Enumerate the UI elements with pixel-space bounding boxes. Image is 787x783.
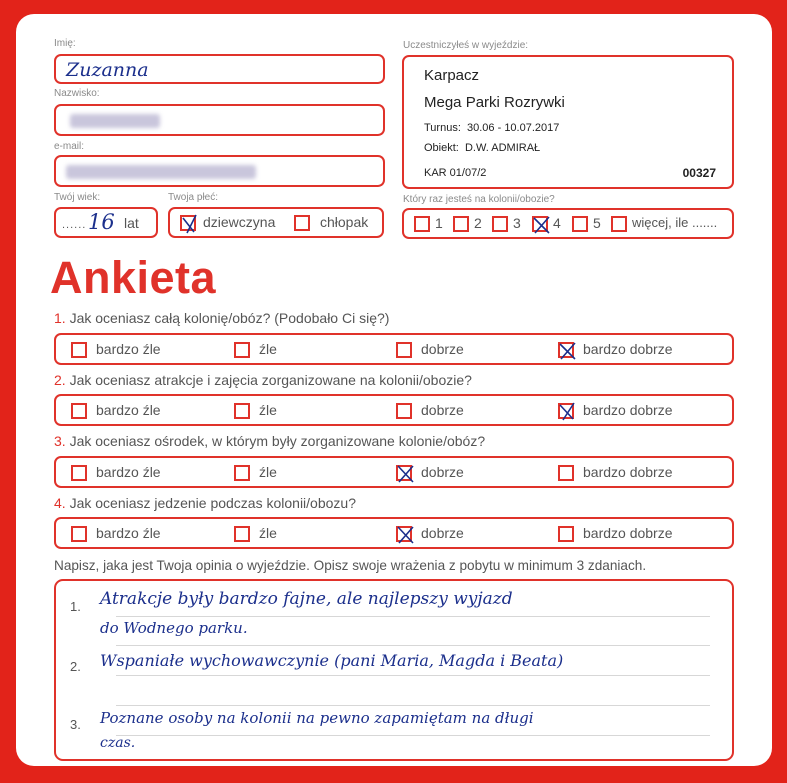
email-label: e-mail: [54, 141, 85, 152]
age-value: 16 [88, 210, 115, 234]
q3-option-bardzo-dobrze: bardzo dobrze [583, 464, 673, 480]
name-label: Imię: [54, 38, 76, 49]
question-1-text: Jak oceniasz całą kolonię/obóz? (Podobało Ci się?) [69, 310, 390, 326]
age-dots: ...... [62, 219, 87, 231]
q2-option-zle: źle [259, 402, 277, 418]
trip-number: 00327 [682, 166, 716, 180]
question-4-number: 4. [54, 495, 66, 511]
q4-option-zle: źle [259, 525, 277, 541]
q2-checkbox-bardzo-dobrze[interactable] [558, 403, 574, 419]
question-1 [54, 310, 389, 326]
check-mark-icon [557, 401, 579, 423]
times-checkbox-more[interactable] [611, 216, 627, 232]
question-2-text: Jak oceniasz atrakcje i zajęcia zorganizowane na kolonii/obozie? [69, 372, 472, 388]
ruled-line [116, 675, 710, 676]
times-option-more: więcej, ile ....... [632, 215, 718, 230]
question-4-text: Jak oceniasz jedzenie podczas kolonii/obozu? [69, 495, 356, 511]
times-checkbox-1[interactable] [414, 216, 430, 232]
trip-place: Karpacz [424, 67, 480, 84]
q1-checkbox-bardzo-dobrze[interactable] [558, 342, 574, 358]
q2-option-bardzo-dobrze: bardzo dobrze [583, 402, 673, 418]
x-mark-icon [557, 340, 579, 362]
question-1-options [54, 333, 734, 365]
question-2 [54, 372, 472, 388]
turnus-value: 30.06 - 10.07.2017 [467, 122, 560, 134]
question-2-number: 2. [54, 372, 66, 388]
q1-option-bardzo-zle: bardzo źle [96, 341, 161, 357]
gender-checkbox-girl[interactable] [180, 215, 196, 231]
opinion-number-1: 1. [70, 599, 81, 614]
email-field[interactable] [54, 155, 385, 187]
q3-option-dobrze: dobrze [421, 464, 464, 480]
q4-checkbox-dobrze[interactable] [396, 526, 412, 542]
opinion-line-1: Atrakcje były bardzo fajne, ale najlepszy wyjazd [100, 589, 513, 609]
gender-checkbox-boy[interactable] [294, 215, 310, 231]
q1-option-bardzo-dobrze: bardzo dobrze [583, 341, 673, 357]
opinion-number-3: 3. [70, 717, 81, 732]
obiekt-label: Obiekt: [424, 142, 459, 154]
ruled-line [116, 616, 710, 617]
x-mark-icon [395, 524, 417, 546]
times-checkbox-5[interactable] [572, 216, 588, 232]
question-3 [54, 433, 485, 449]
trip-park: Mega Parki Rozrywki [424, 94, 565, 111]
q3-checkbox-bardzo-dobrze[interactable] [558, 465, 574, 481]
q4-option-bardzo-dobrze: bardzo dobrze [583, 525, 673, 541]
gender-option-girl: dziewczyna [203, 214, 276, 230]
question-4 [54, 495, 356, 511]
survey-title: Ankieta [50, 252, 217, 303]
question-2-options [54, 394, 734, 426]
times-option-1: 1 [435, 215, 443, 231]
times-checkbox-2[interactable] [453, 216, 469, 232]
question-3-text: Jak oceniasz ośrodek, w którym były zorganizowane kolonie/obóz? [69, 433, 486, 449]
surname-field[interactable] [54, 104, 385, 136]
gender-option-boy: chłopak [320, 214, 369, 230]
opinion-box[interactable] [54, 579, 734, 761]
ruled-line [116, 735, 710, 736]
times-option-5: 5 [593, 215, 601, 231]
q4-checkbox-zle[interactable] [234, 526, 250, 542]
q3-checkbox-bardzo-zle[interactable] [71, 465, 87, 481]
surname-label: Nazwisko: [54, 88, 100, 99]
times-field [402, 208, 734, 239]
trip-info-box [402, 55, 734, 189]
q4-option-dobrze: dobrze [421, 525, 464, 541]
redacted-email [66, 165, 256, 179]
age-unit: lat [124, 215, 139, 231]
opinion-line-5: czas. [100, 735, 136, 751]
q4-checkbox-bardzo-dobrze[interactable] [558, 526, 574, 542]
question-3-number: 3. [54, 433, 66, 449]
q3-checkbox-zle[interactable] [234, 465, 250, 481]
trip-obiekt [424, 142, 540, 154]
opinion-prompt: Napisz, jaka jest Twoja opinia o wyjeździe. Opisz swoje wrażenia z pobytu w minimum 3 zdaniach. [54, 558, 647, 573]
trip-label: Uczestniczyłeś w wyjeździe: [403, 40, 529, 51]
q1-checkbox-bardzo-zle[interactable] [71, 342, 87, 358]
opinion-number-2: 2. [70, 659, 81, 674]
question-3-options [54, 456, 734, 488]
name-value: Zuzanna [66, 59, 149, 81]
times-option-3: 3 [513, 215, 521, 231]
trip-turnus [424, 122, 559, 134]
times-option-4: 4 [553, 215, 561, 231]
q2-option-dobrze: dobrze [421, 402, 464, 418]
q4-option-bardzo-zle: bardzo źle [96, 525, 161, 541]
survey-sheet [16, 14, 772, 766]
obiekt-value: D.W. ADMIRAŁ [464, 142, 541, 154]
q1-checkbox-zle[interactable] [234, 342, 250, 358]
times-option-2: 2 [474, 215, 482, 231]
opinion-line-4: Poznane osoby na kolonii na pewno zapamiętam na długi [100, 709, 534, 727]
gender-field [168, 207, 384, 238]
age-field[interactable] [54, 207, 158, 238]
q1-option-dobrze: dobrze [421, 341, 464, 357]
turnus-label: Turnus: [424, 122, 461, 134]
gender-label: Twoja płeć: [168, 192, 219, 203]
x-mark-icon [531, 214, 553, 236]
ruled-line [116, 705, 710, 706]
q3-option-zle: źle [259, 464, 277, 480]
question-4-options [54, 517, 734, 549]
q2-checkbox-zle[interactable] [234, 403, 250, 419]
opinion-line-2: do Wodnego parku. [100, 619, 248, 637]
times-checkbox-4[interactable] [532, 216, 548, 232]
trip-code: KAR 01/07/2 [424, 167, 487, 179]
ruled-line [116, 645, 710, 646]
q2-checkbox-dobrze[interactable] [396, 403, 412, 419]
check-mark-icon [179, 213, 201, 235]
age-label: Twój wiek: [54, 192, 101, 203]
name-field[interactable] [54, 54, 385, 84]
times-label: Który raz jesteś na kolonii/obozie? [403, 194, 555, 205]
q2-option-bardzo-zle: bardzo źle [96, 402, 161, 418]
q4-checkbox-bardzo-zle[interactable] [71, 526, 87, 542]
times-checkbox-3[interactable] [492, 216, 508, 232]
q1-checkbox-dobrze[interactable] [396, 342, 412, 358]
q1-option-zle: źle [259, 341, 277, 357]
q2-checkbox-bardzo-zle[interactable] [71, 403, 87, 419]
x-mark-icon [395, 463, 417, 485]
q3-checkbox-dobrze[interactable] [396, 465, 412, 481]
opinion-line-3: Wspaniałe wychowawczynie (pani Maria, Magda i Beata) [100, 651, 564, 670]
q3-option-bardzo-zle: bardzo źle [96, 464, 161, 480]
redacted-surname [70, 114, 160, 128]
question-1-number: 1. [54, 310, 66, 326]
